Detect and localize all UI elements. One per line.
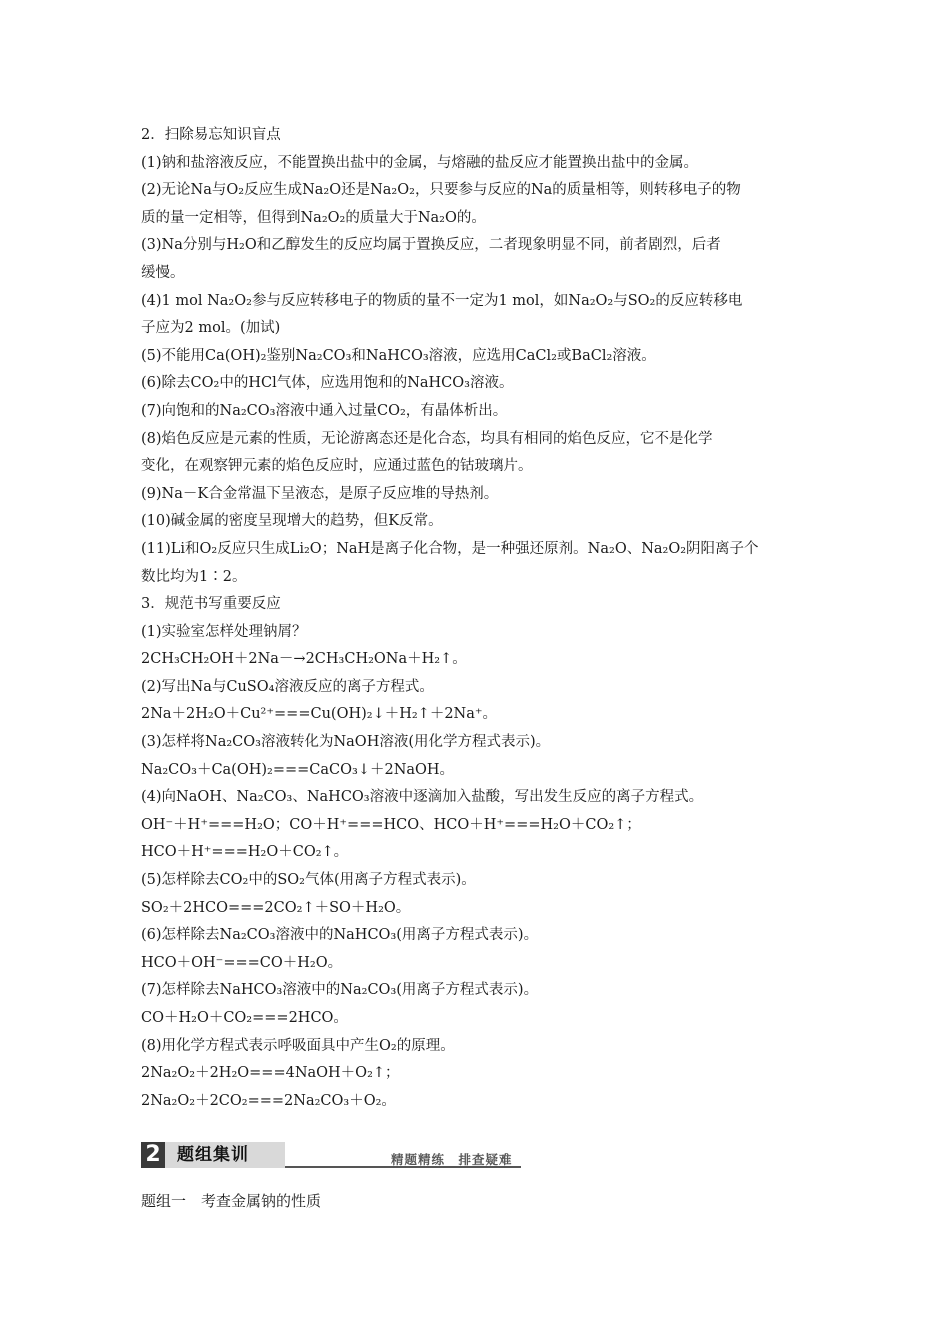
text-line: (7)怎样除去NaHCO₃溶液中的Na₂CO₃(用离子方程式表示)。 — [141, 982, 539, 999]
text-line: CO＋H₂O＋CO₂===2HCO。 — [141, 1010, 348, 1026]
text-line: 子应为2 mol。(加试) — [141, 320, 281, 337]
text-line: (2)写出Na与CuSO₄溶液反应的离子方程式。 — [141, 678, 434, 695]
text-line: (6)怎样除去Na₂CO₃溶液中的NaHCO₃(用离子方程式表示)。 — [141, 927, 539, 944]
text-line: 2．扫除易忘知识盲点 — [141, 127, 281, 143]
text-line: 2Na₂O₂＋2H₂O===4NaOH＋O₂↑； — [141, 1065, 400, 1082]
text-line: 数比均为1∶2。 — [141, 568, 247, 585]
text-line: (9)Na－K合金常温下呈液态，是原子反应堆的导热剂。 — [141, 485, 499, 502]
text-line: (1)实验室怎样处理钠屑？ — [141, 623, 307, 640]
text-line: (8)焰色反应是元素的性质，无论游离态还是化合态，均具有相同的焰色反应，它不是化学 — [141, 430, 713, 447]
text-line: (5)不能用Ca(OH)₂鉴别Na₂CO₃和NaHCO₃溶液，应选用CaCl₂或BaCl₂溶液。 — [141, 347, 656, 364]
text-line: (10)碱金属的密度呈现增大的趋势，但K反常。 — [141, 513, 443, 530]
text-line: 缓慢。 — [141, 264, 185, 281]
text-line: (7)向饱和的Na₂CO₃溶液中通入过量CO₂，有晶体析出。 — [141, 402, 508, 419]
text-line: (3)怎样将Na₂CO₃溶液转化为NaOH溶液(用化学方程式表示)。 — [141, 734, 551, 751]
text-line: 变化，在观察钾元素的焰色反应时，应通过蓝色的钴玻璃片。 — [141, 458, 533, 475]
content-body — [141, 122, 821, 1115]
question-group-heading: 题组一 考查金属钠的性质 — [141, 1192, 322, 1210]
banner-number: 2 — [141, 1142, 165, 1168]
banner-subtitle: 精题精练 排查疑难 — [391, 1152, 513, 1167]
text-line: (4)向NaOH、Na₂CO₃、NaHCO₃溶液中逐滴加入盐酸，写出发生反应的离子方程式。 — [141, 789, 704, 806]
text-line: 2Na＋2H₂O＋Cu²⁺===Cu(OH)₂↓＋H₂↑＋2Na⁺。 — [141, 706, 498, 723]
text-line: (8)用化学方程式表示呼吸面具中产生O₂的原理。 — [141, 1037, 455, 1054]
text-line: (4)1 mol Na₂O₂参与反应转移电子的物质的量不一定为1 mol，如Na₂O₂与SO₂的反应转移电 — [141, 292, 743, 309]
text-line: (11)Li和O₂反应只生成Li₂O；NaH是离子化合物，是一种强还原剂。Na₂O、Na₂O₂阴阳离子个 — [141, 540, 759, 557]
text-line: 质的量一定相等，但得到Na₂O₂的质量大于Na₂O的。 — [141, 209, 486, 226]
text-line: (3)Na分别与H₂O和乙醇发生的反应均属于置换反应，二者现象明显不同，前者剧烈，后者 — [141, 237, 721, 254]
text-line: (6)除去CO₂中的HCl气体，应选用饱和的NaHCO₃溶液。 — [141, 375, 514, 392]
text-line: (5)怎样除去CO₂中的SO₂气体(用离子方程式表示)。 — [141, 872, 476, 889]
section-banner — [141, 1142, 521, 1172]
text-line: (1)钠和盐溶液反应，不能置换出盐中的金属，与熔融的盐反应才能置换出盐中的金属。 — [141, 154, 699, 171]
text-line: HCO＋H⁺===H₂O＋CO₂↑。 — [141, 844, 349, 861]
text-line: Na₂CO₃＋Ca(OH)₂===CaCO₃↓＋2NaOH。 — [141, 761, 455, 778]
text-line: 2Na₂O₂＋2CO₂===2Na₂CO₃＋O₂。 — [141, 1092, 396, 1109]
text-line: HCO＋OH⁻===CO＋H₂O。 — [141, 954, 343, 971]
text-line: (2)无论Na与O₂反应生成Na₂O还是Na₂O₂，只要参与反应的Na的质量相等，则转移电子的物 — [141, 182, 741, 199]
text-line: SO₂＋2HCO===2CO₂↑＋SO＋H₂O。 — [141, 899, 411, 916]
text-line: OH⁻＋H⁺===H₂O；CO＋H⁺===HCO、HCO＋H⁺===H₂O＋CO₂↑； — [141, 816, 641, 833]
text-line: 2CH₃CH₂OH＋2Na－→2CH₃CH₂ONa＋H₂↑。 — [141, 651, 467, 668]
text-line: 3．规范书写重要反应 — [141, 596, 281, 613]
banner-title: 题组集训 — [177, 1145, 249, 1165]
